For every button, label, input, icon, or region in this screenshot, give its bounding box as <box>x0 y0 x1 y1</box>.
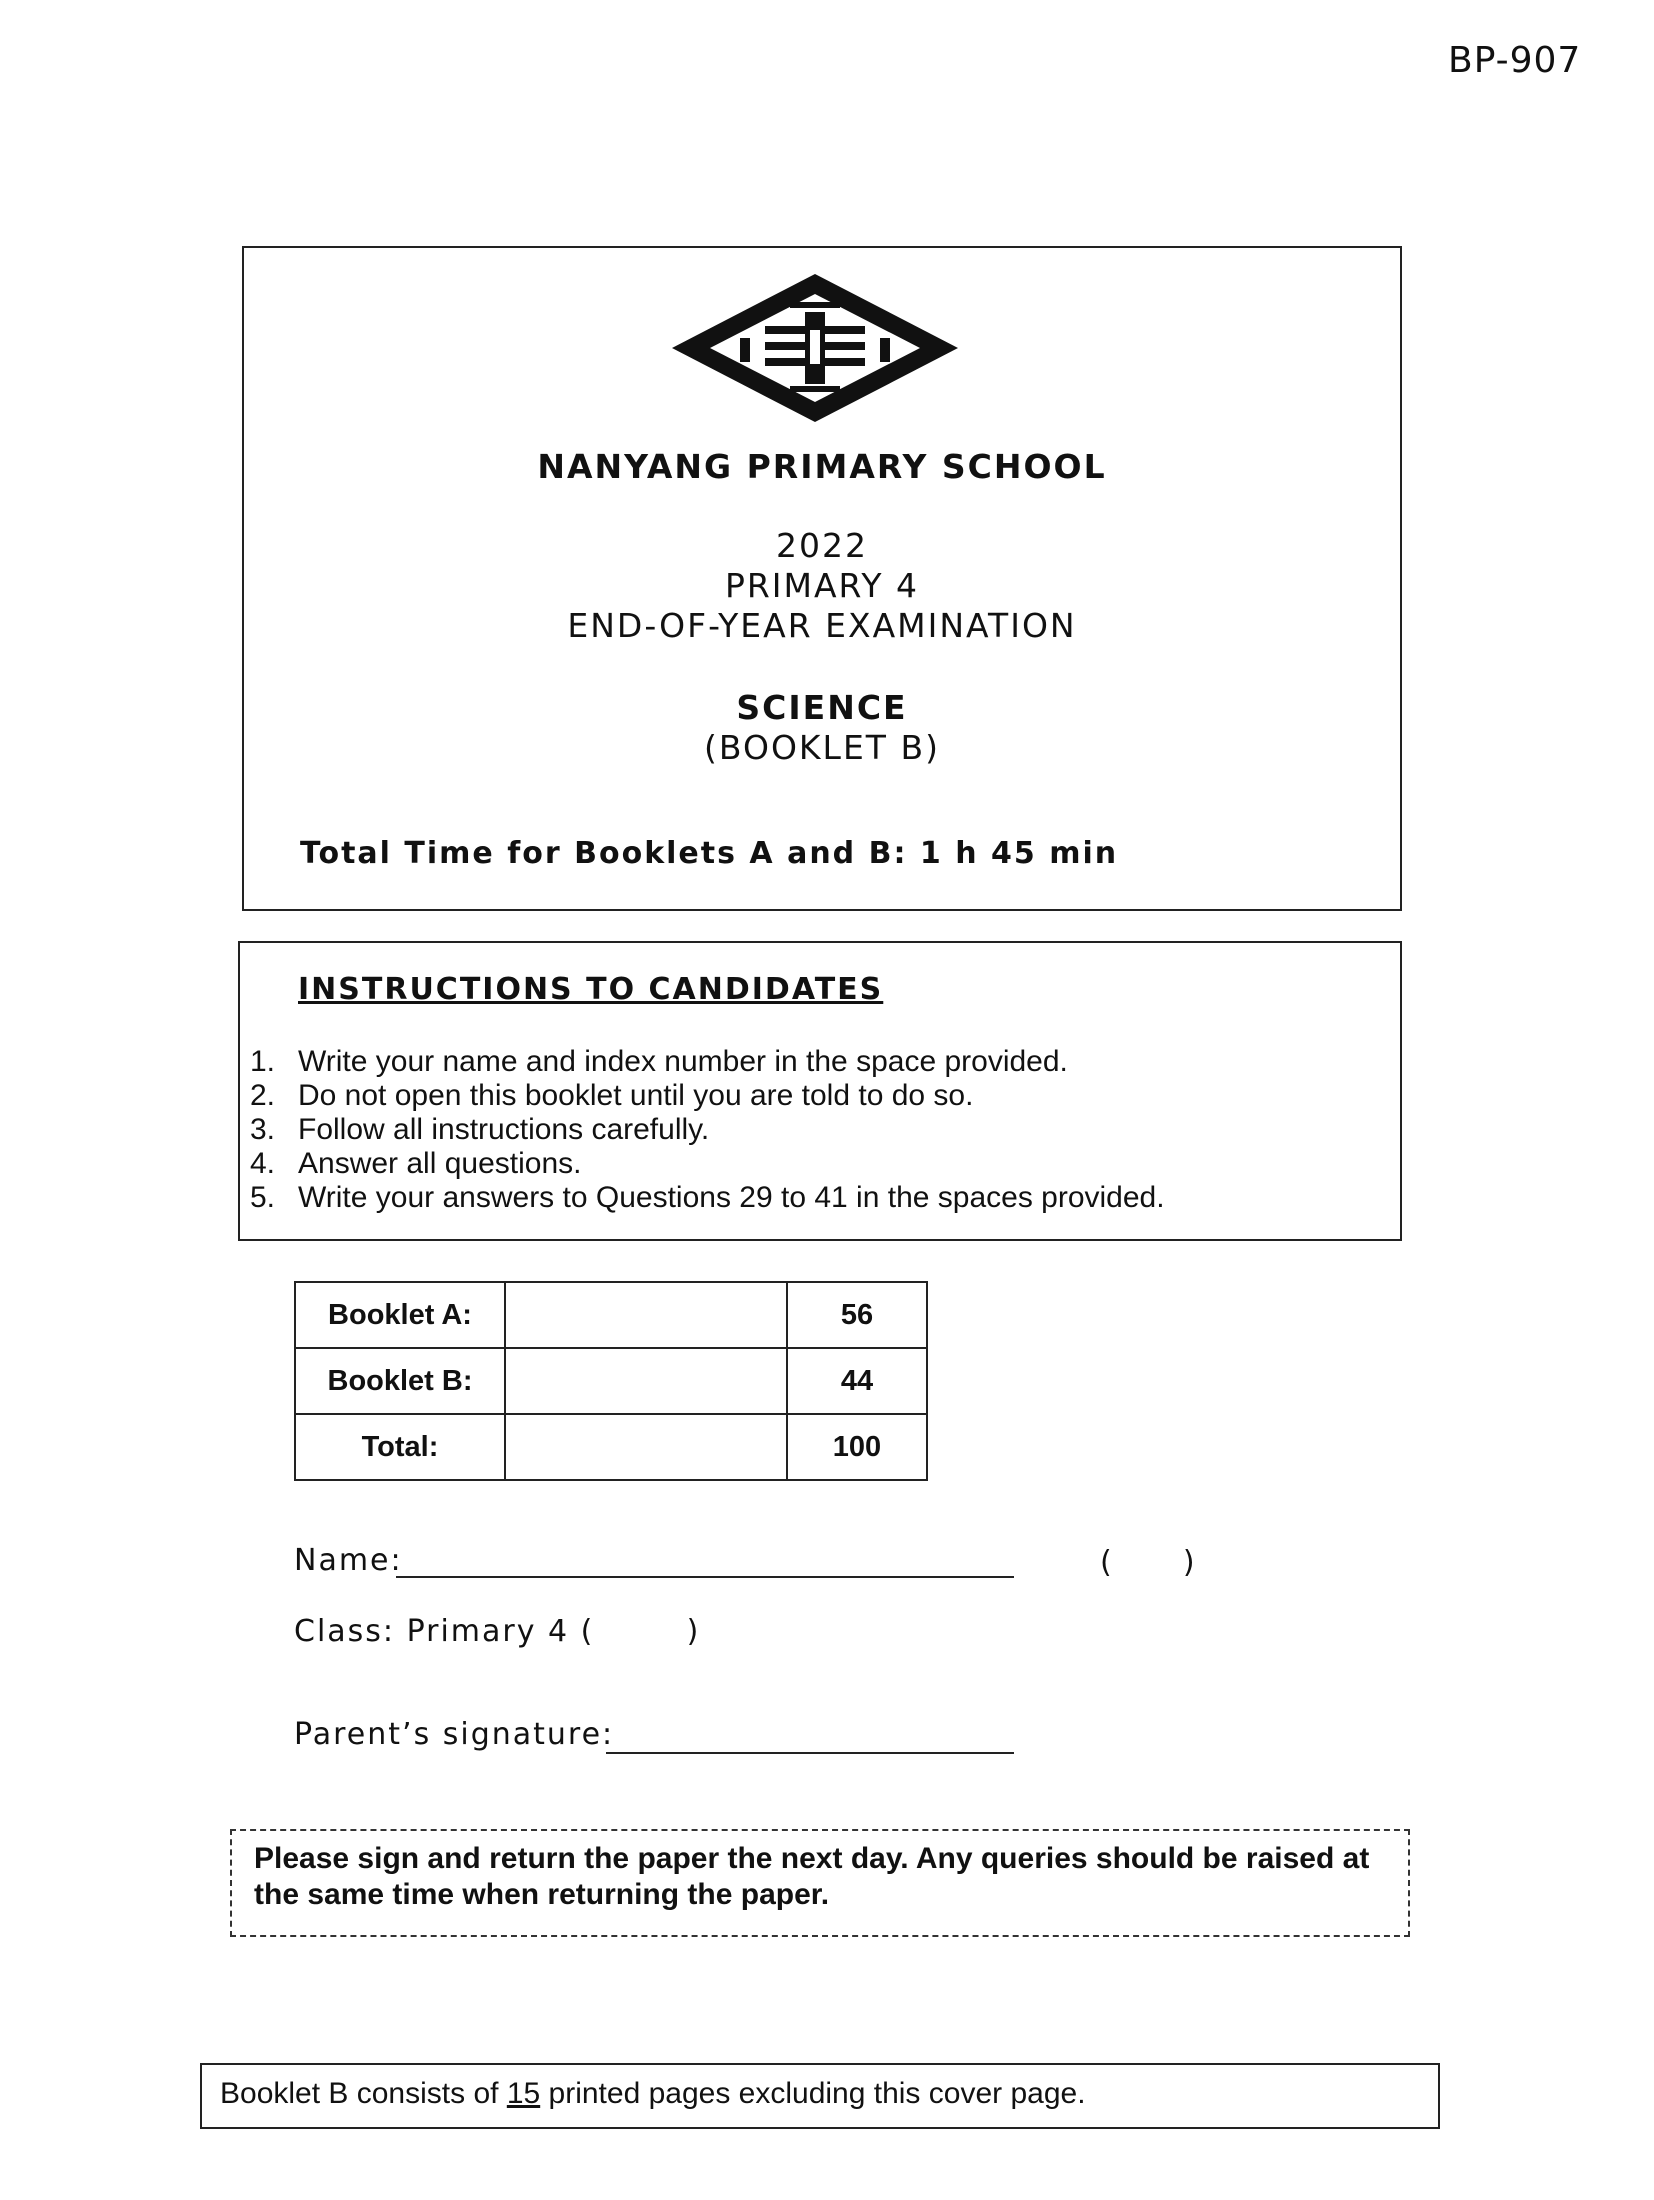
instruction-number: 5. <box>250 1181 276 1214</box>
instruction-number: 2. <box>250 1079 276 1112</box>
page-count-suffix: printed pages excluding this cover page. <box>540 2077 1086 2110</box>
instruction-text: Write your answers to Questions 29 to 41 in the spaces provided. <box>298 1181 1165 1214</box>
exam-title: END-OF-YEAR EXAMINATION <box>567 606 1077 645</box>
max-marks: 56 <box>787 1282 927 1348</box>
booklet-label: (BOOKLET B) <box>704 728 940 767</box>
signature-label: Parent’s signature: <box>294 1717 615 1752</box>
school-logo <box>670 272 960 424</box>
exam-year: 2022 <box>776 526 868 565</box>
instruction-item <box>250 1079 1165 1113</box>
instruction-text: Do not open this booklet until you are told to do so. <box>298 1079 974 1112</box>
name-label: Name: <box>294 1543 403 1578</box>
instruction-item <box>250 1113 1165 1147</box>
instruction-number: 4. <box>250 1147 276 1180</box>
instruction-text: Answer all questions. <box>298 1147 582 1180</box>
name-field[interactable] <box>396 1576 1014 1578</box>
table-row <box>295 1414 927 1480</box>
row-label: Total: <box>295 1414 505 1480</box>
page-count-box <box>200 2063 1440 2129</box>
marks-table <box>294 1281 928 1481</box>
instruction-number: 3. <box>250 1113 276 1146</box>
max-marks: 100 <box>787 1414 927 1480</box>
page-count: 15 <box>506 2077 541 2110</box>
instruction-item <box>250 1181 1165 1215</box>
instruction-number: 1. <box>250 1045 276 1078</box>
school-name: NANYANG PRIMARY SCHOOL <box>537 447 1107 486</box>
instruction-item <box>250 1045 1165 1079</box>
index-number-field[interactable]: ( ) <box>1100 1545 1197 1580</box>
table-row <box>295 1348 927 1414</box>
score-cell[interactable] <box>505 1348 787 1414</box>
class-field[interactable]: Class: Primary 4 ( ) <box>294 1614 701 1649</box>
subject: SCIENCE <box>736 688 908 727</box>
page-code: BP-907 <box>1448 40 1582 81</box>
row-label: Booklet A: <box>295 1282 505 1348</box>
table-row <box>295 1282 927 1348</box>
return-notice: Please sign and return the paper the next day. Any queries should be raised at the same time when returning the paper. <box>230 1829 1410 1937</box>
instructions-list <box>250 1045 1165 1215</box>
page-count-prefix: Booklet B consists of <box>220 2077 507 2110</box>
score-cell[interactable] <box>505 1414 787 1480</box>
score-cell[interactable] <box>505 1282 787 1348</box>
exam-level: PRIMARY 4 <box>724 566 920 605</box>
instruction-text: Write your name and index number in the space provided. <box>298 1045 1068 1078</box>
total-time: Total Time for Booklets A and B: 1 h 45 min <box>300 836 1119 871</box>
instruction-item <box>250 1147 1165 1181</box>
max-marks: 44 <box>787 1348 927 1414</box>
row-label: Booklet B: <box>295 1348 505 1414</box>
instructions-title: INSTRUCTIONS TO CANDIDATES <box>298 972 884 1007</box>
signature-field[interactable] <box>606 1752 1014 1754</box>
instruction-text: Follow all instructions carefully. <box>298 1113 710 1146</box>
